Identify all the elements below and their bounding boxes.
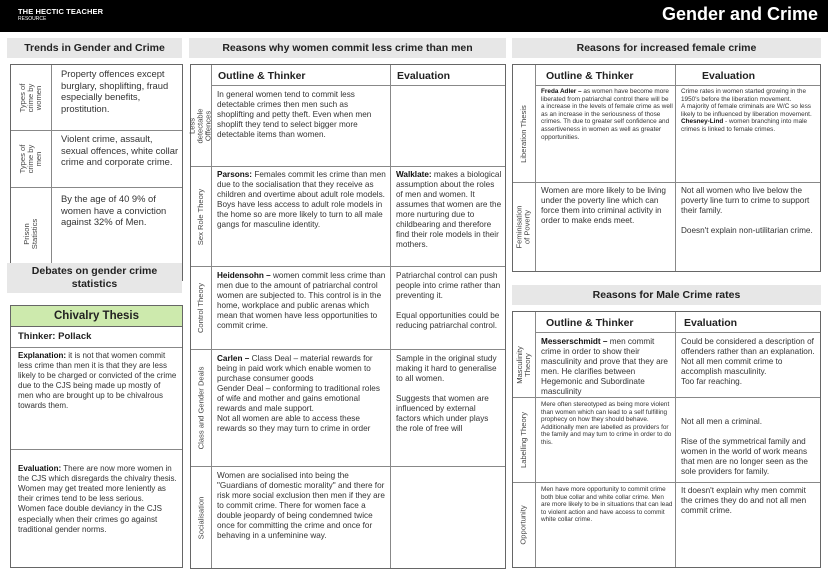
less-crime-evaluation: Patriarchal control can push people into crime rather than preventing it. Equal opportunities could be reducing patriarchal control. [396, 271, 501, 330]
male-crime-heading: Reasons for Male Crime rates [512, 285, 821, 305]
less-crime-outline: Carlen – Class Deal – material rewards for being in paid work which enable women to purchase consumer goods Gender Deal – conforming to traditional roles of wife and mother and gains emotional rewards and male support. Not all women are able to access these rewards so they may turn to crime in order [217, 354, 380, 433]
female-crime-outline: Freda Adler – as women have become more liberated from patriarchal control there will be a increase in the levels of female crime as well as an increase in the seriousness of those crimes. Th due to greater self confidence and assertiveness in women as well as greater opportunities. [541, 88, 673, 141]
trends-row-text: Property offences except burglary, shoplifting, fraud especially benefits, prostitution. [61, 68, 169, 114]
less-crime-row-label: Sex Role Theory [196, 188, 206, 245]
less-crime-row-label: Socialisation [196, 496, 206, 539]
trends-table [10, 64, 183, 281]
brand-logo [18, 7, 103, 22]
less-crime-col-evaluation: Evaluation [397, 70, 451, 82]
page-title: Gender and Crime [661, 4, 818, 24]
female-crime-evaluation: Crime rates in women started growing in the 1950's before the liberation movement. A majority of female criminals are W/C so less likely to be influenced by liberation movement. Chesney-Lind - women branching into male crimes is linked to female crimes. [681, 88, 812, 133]
brand-subtitle: RESOURCE [18, 16, 47, 22]
brand-name: THE HECTIC TEACHER [18, 7, 104, 16]
female-crime-heading: Reasons for increased female crime [512, 38, 821, 58]
female-crime-evaluation: Not all women who live below the poverty line turn to crime to support their family. Doesn't explain non-utilitarian crime. [681, 186, 813, 235]
less-crime-outline: Parsons: Females commit les crime than men due to the socialisation that they receive as children and overtime about adult role models. Boys have less access to adult role models in the home so are more likely to turn to all male gangs for masculine identity. [217, 170, 386, 229]
trends-row-label: Types of crime by men [18, 144, 43, 174]
trends-row-text: By the age of 40 9% of women have a conviction against 32% of Men. [61, 193, 167, 228]
female-crime-col-evaluation: Evaluation [702, 70, 756, 82]
less-crime-table [190, 64, 506, 569]
male-crime-evaluation: Could be considered a description of offenders rather than an explanation. Not all men commit crime to accomplish masculinity. Too far reaching. [681, 337, 815, 386]
chivalry-explanation: Explanation: it is not that women commit less crime than men it is that they are less likely to be charged or convicted of the crime due to the CJS being made up mostly of men who are brought up to be chivalrous towards them. [18, 351, 177, 410]
female-crime-outline: Women are more likely to be living under the poverty line which can force them into criminal activity in order to make ends meet. [541, 186, 666, 225]
trends-row-text: Violent crime, assault, sexual offences, white collar crime and corporate crime. [61, 133, 179, 168]
male-crime-table [512, 311, 821, 568]
male-crime-col-evaluation: Evaluation [684, 317, 738, 329]
trends-row-label: Prison Statistics [22, 218, 39, 250]
less-crime-evaluation: Sample in the original study making it hard to generalise to all women. Suggests that women are influenced by external factors which under plays the role of free will [396, 354, 497, 433]
female-crime-col-outline: Outline & Thinker [546, 70, 634, 82]
trends-row-label: Types of crime by women [18, 83, 43, 112]
chivalry-title: Chivalry Thesis [11, 306, 182, 327]
less-crime-row-label: Control Theory [196, 282, 205, 334]
female-crime-row-label: Liberation Thesis [519, 105, 529, 163]
less-crime-heading: Reasons why women commit less crime than men [189, 38, 506, 58]
chivalry-evaluation: Evaluation: There are now more women in the CJS which disregards the chivalry thesis. Women may get treated more leniently as their crimes tend to be less serious. Women face double deviancy in the CJS especially when their crimes go against traditional gender norms. [18, 464, 177, 534]
female-crime-row-label: Feminisation of Poverty [515, 205, 532, 249]
less-crime-row-label: Less detectable Offences [188, 108, 214, 144]
male-crime-col-outline: Outline & Thinker [546, 317, 634, 329]
female-crime-table [512, 64, 821, 272]
male-crime-evaluation: It doesn't explain why men commit the crimes they do and not all men commit crime. [681, 486, 807, 515]
less-crime-outline: In general women tend to commit less detectable crimes then men such as shoplifting and petty theft. Even when men shoplift they tend to select bigger more detectable items than women. [217, 90, 372, 139]
less-crime-col-outline: Outline & Thinker [218, 70, 306, 82]
male-crime-row-label: Labelling Theory [519, 411, 529, 469]
less-crime-evaluation: Walklate: makes a biological assumption about the roles of men and women. It assumes that women are the more nurturing due to childbearing and therefore find their role models in their mothers. [396, 170, 502, 249]
chivalry-box [10, 305, 183, 568]
male-crime-outline: Men have more opportunity to commit crime both blue collar and white collar crime. Men are more likely to be in situations that can lead to violent action and have access to commit white collar crime. [541, 486, 673, 524]
chivalry-thinker: Thinker: Pollack [18, 331, 92, 342]
less-crime-outline: Women are socialised into being the "Guardians of domestic morality" and there for risk more social exclusion then men if they are to commit crime. There for women face a double jeopardy of being condemned twice once for committing the crime and once for behaving in a unfeminine way. [217, 471, 385, 540]
trends-heading: Trends in Gender and Crime [7, 38, 182, 58]
debates-heading: Debates on gender crime statistics [7, 263, 182, 293]
male-crime-row-label: Opportunity [519, 505, 529, 545]
less-crime-row-label: Class and Gender Deals [196, 366, 206, 450]
top-banner [0, 0, 828, 32]
male-crime-row-label: Masculinity Theory [515, 346, 532, 384]
male-crime-outline: Mere often stereotyped as being more violent than women which can lead to a self fulfilling prophecy on how they should behave. Additionally men are labelled as providers for the family and may turn to crime in order to do this. [541, 401, 672, 446]
less-crime-outline: Heidensohn – women commit less crime than men due to the amount of patriarchal control women are subjected to. This control is in the home, workplace and public arenas which mean that women have less opportunities to commit crime. [217, 271, 386, 330]
male-crime-outline: Messerschmidt – men commit crime in order to show their masculinity and prove that they are men. He clarifies between Hegemonic and Subordinate masculinity [541, 337, 668, 396]
male-crime-evaluation: Not all men a criminal. Rise of the symmetrical family and women in the world of work means that men are no longer seen as the sole providers for family. [681, 417, 808, 476]
